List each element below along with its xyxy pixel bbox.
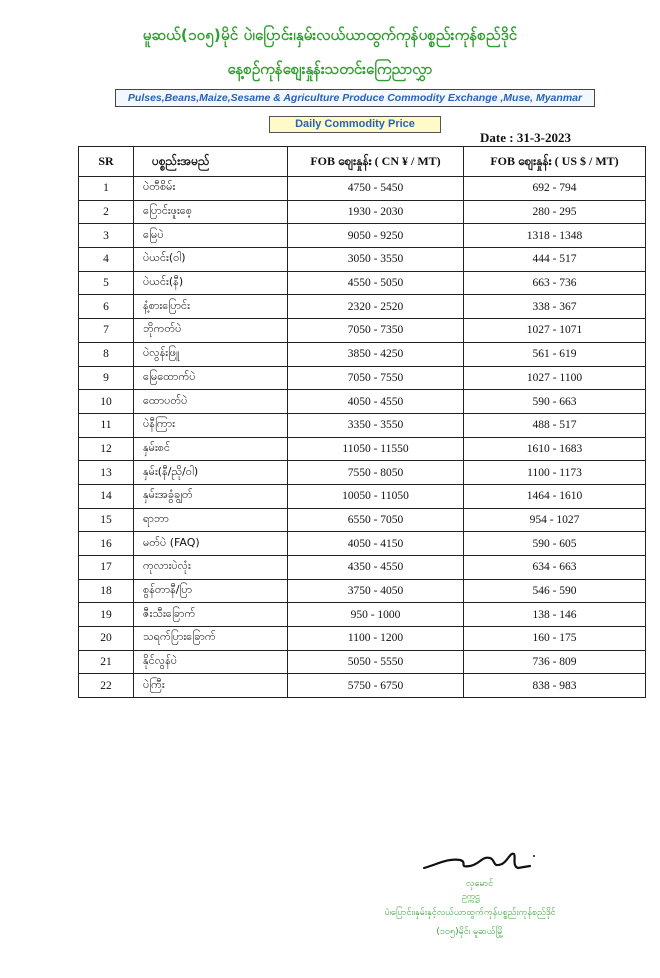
date-label: Date : 31-3-2023 [480, 130, 571, 145]
commodity-name-cell: ဇီးသီးခြောက် [134, 603, 288, 627]
sr-cell: 17 [79, 556, 134, 580]
signatory-organization: ပဲ၊ပြောင်း၊နှမ်းနှင့်လယ်ယာထွက်ကုန်ပစ္စည်းကုန်စည်ဒိုင် [384, 908, 556, 918]
commodity-name-cell: ကုလားပဲလုံး [134, 556, 288, 580]
price-usd-cell: 338 - 367 [464, 295, 646, 319]
signatory-location: (၁၀၅)မိုင်၊ မူဆယ်မြို့ [436, 927, 504, 937]
price-usd-cell: 546 - 590 [464, 579, 646, 603]
commodity-name-cell: ပဲနီကြား [134, 413, 288, 437]
header-commodity-name: ပစ္စည်းအမည် [134, 147, 288, 177]
commodity-name-cell: နှမ်းစင် [134, 437, 288, 461]
price-cny-cell: 4050 - 4150 [288, 532, 464, 556]
commodity-name-cell: ပဲယင်း(ဝါ) [134, 248, 288, 272]
table-header-row [79, 147, 646, 177]
price-usd-cell: 692 - 794 [464, 177, 646, 201]
price-cny-cell: 2320 - 2520 [288, 295, 464, 319]
sr-cell: 6 [79, 295, 134, 319]
table-row [79, 674, 646, 698]
sr-cell: 21 [79, 650, 134, 674]
sr-cell: 15 [79, 508, 134, 532]
commodity-name-cell: ရာဘာ [134, 508, 288, 532]
sr-cell: 13 [79, 461, 134, 485]
price-usd-cell: 160 - 175 [464, 627, 646, 651]
price-usd-cell: 1464 - 1610 [464, 484, 646, 508]
price-usd-cell: 561 - 619 [464, 342, 646, 366]
price-usd-cell: 590 - 605 [464, 532, 646, 556]
price-cny-cell: 1100 - 1200 [288, 627, 464, 651]
price-usd-cell: 663 - 736 [464, 271, 646, 295]
sr-cell: 12 [79, 437, 134, 461]
signatory-title: ဥက္ကဋ္ဌ [462, 892, 480, 902]
commodity-name-cell: နှမ်းအခွံချွတ် [134, 484, 288, 508]
price-usd-cell: 954 - 1027 [464, 508, 646, 532]
table-row [79, 508, 646, 532]
sr-cell: 18 [79, 579, 134, 603]
sr-cell: 3 [79, 224, 134, 248]
table-row [79, 366, 646, 390]
price-usd-cell: 488 - 517 [464, 413, 646, 437]
sr-cell: 7 [79, 319, 134, 343]
sr-cell: 4 [79, 248, 134, 272]
price-usd-cell: 1027 - 1071 [464, 319, 646, 343]
table-row [79, 579, 646, 603]
table-row [79, 603, 646, 627]
document-title: Daily Commodity Price [269, 116, 441, 133]
table-row [79, 342, 646, 366]
price-cny-cell: 5050 - 5550 [288, 650, 464, 674]
sr-cell: 16 [79, 532, 134, 556]
price-table [78, 146, 646, 698]
price-usd-cell: 138 - 146 [464, 603, 646, 627]
header-title-line2: နေ့စဉ်ကုန်စျေးနှုန်းသတင်းကြေညာလွှာ [227, 60, 433, 78]
table-row [79, 271, 646, 295]
table-row [79, 248, 646, 272]
table-row [79, 556, 646, 580]
signatory-name: လှမောင် [466, 879, 494, 889]
table-row [79, 177, 646, 201]
price-usd-cell: 1100 - 1173 [464, 461, 646, 485]
table-row [79, 461, 646, 485]
header-price-cny: FOB စျေးနှုန်း ( CN ¥ / MT) [288, 147, 464, 177]
price-cny-cell: 4750 - 5450 [288, 177, 464, 201]
commodity-name-cell: ပဲယင်း(နီ) [134, 271, 288, 295]
sr-cell: 2 [79, 200, 134, 224]
table-row [79, 437, 646, 461]
table-row [79, 627, 646, 651]
price-usd-cell: 1610 - 1683 [464, 437, 646, 461]
header-sr: SR [79, 147, 134, 177]
commodity-name-cell: ပဲလွန်းဖြူ [134, 342, 288, 366]
price-cny-cell: 3350 - 3550 [288, 413, 464, 437]
table-row [79, 319, 646, 343]
price-usd-cell: 838 - 983 [464, 674, 646, 698]
sr-cell: 20 [79, 627, 134, 651]
price-cny-cell: 1930 - 2030 [288, 200, 464, 224]
price-cny-cell: 5750 - 6750 [288, 674, 464, 698]
price-cny-cell: 7050 - 7350 [288, 319, 464, 343]
commodity-name-cell: မြေထောက်ပဲ [134, 366, 288, 390]
commodity-name-cell: ထောပတ်ပဲ [134, 390, 288, 414]
sr-cell: 9 [79, 366, 134, 390]
price-cny-cell: 3850 - 4250 [288, 342, 464, 366]
price-cny-cell: 6550 - 7050 [288, 508, 464, 532]
price-cny-cell: 11050 - 11550 [288, 437, 464, 461]
price-usd-cell: 590 - 663 [464, 390, 646, 414]
organization-name-english: Pulses,Beans,Maize,Sesame & Agriculture Produce Commodity Exchange ,Muse, Myanmar [115, 89, 595, 107]
price-usd-cell: 280 - 295 [464, 200, 646, 224]
price-usd-cell: 634 - 663 [464, 556, 646, 580]
commodity-name-cell: ပဲတီစိမ်း [134, 177, 288, 201]
commodity-name-cell: နံ့စားပြောင်း [134, 295, 288, 319]
price-cny-cell: 4050 - 4550 [288, 390, 464, 414]
price-usd-cell: 1027 - 1100 [464, 366, 646, 390]
table-row [79, 484, 646, 508]
price-cny-cell: 10050 - 11050 [288, 484, 464, 508]
table-row [79, 200, 646, 224]
commodity-name-cell: မြေပဲ [134, 224, 288, 248]
price-cny-cell: 4350 - 4550 [288, 556, 464, 580]
price-cny-cell: 7050 - 7550 [288, 366, 464, 390]
commodity-name-cell: နိုင်လွန်ပဲ [134, 650, 288, 674]
signature-mark [418, 846, 538, 876]
commodity-name-cell: ဘိုကတ်ပဲ [134, 319, 288, 343]
header-price-usd: FOB စျေးနှုန်း ( US $ / MT) [464, 147, 646, 177]
commodity-name-cell: မတ်ပဲ (FAQ) [134, 532, 288, 556]
header-title-line1: မူဆယ်(၁၀၅)မိုင် ပဲ၊ပြောင်း၊နှမ်းလယ်ယာထွက်ကုန်ပစ္စည်းကုန်စည်ဒိုင် [142, 26, 518, 44]
table-row [79, 650, 646, 674]
commodity-name-cell: သရက်ပြားခြောက် [134, 627, 288, 651]
sr-cell: 14 [79, 484, 134, 508]
price-usd-cell: 736 - 809 [464, 650, 646, 674]
commodity-name-cell: ပဲကြီး [134, 674, 288, 698]
table-row [79, 224, 646, 248]
sr-cell: 19 [79, 603, 134, 627]
sr-cell: 10 [79, 390, 134, 414]
sr-cell: 1 [79, 177, 134, 201]
table-row [79, 390, 646, 414]
price-usd-cell: 1318 - 1348 [464, 224, 646, 248]
table-row [79, 413, 646, 437]
commodity-name-cell: ပြောင်းဖူးစေ့ [134, 200, 288, 224]
table-row [79, 532, 646, 556]
price-cny-cell: 4550 - 5050 [288, 271, 464, 295]
commodity-name-cell: နှမ်း(နီ/ညို/ဝါ) [134, 461, 288, 485]
sr-cell: 11 [79, 413, 134, 437]
commodity-name-cell: စွန်တာနီ/ပြာ [134, 579, 288, 603]
sr-cell: 22 [79, 674, 134, 698]
table-row [79, 295, 646, 319]
sr-cell: 5 [79, 271, 134, 295]
price-cny-cell: 950 - 1000 [288, 603, 464, 627]
sr-cell: 8 [79, 342, 134, 366]
price-cny-cell: 7550 - 8050 [288, 461, 464, 485]
price-cny-cell: 3050 - 3550 [288, 248, 464, 272]
price-cny-cell: 9050 - 9250 [288, 224, 464, 248]
price-usd-cell: 444 - 517 [464, 248, 646, 272]
price-cny-cell: 3750 - 4050 [288, 579, 464, 603]
